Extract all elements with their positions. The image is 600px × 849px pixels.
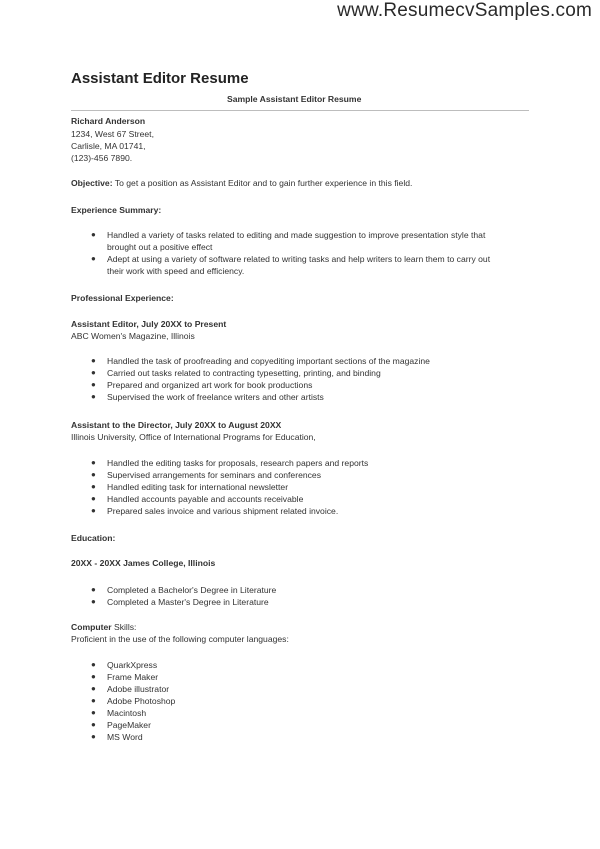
resume-subtitle: Sample Assistant Editor Resume	[227, 94, 362, 104]
bullet-icon: ●	[91, 585, 96, 594]
objective-label: Objective:	[71, 178, 113, 188]
contact-address-line-1: 1234, West 67 Street,	[71, 129, 154, 139]
resume-title: Assistant Editor Resume	[71, 70, 249, 87]
bullet-icon: ●	[91, 732, 96, 741]
job-2-title: Assistant to the Director, July 20XX to August 20XX	[71, 420, 282, 430]
bullet-icon: ●	[91, 506, 96, 515]
skill-item: MS Word	[107, 732, 143, 742]
education-bullet: Completed a Bachelor's Degree in Literature	[107, 585, 277, 595]
objective	[71, 177, 412, 189]
computer-skills-heading-rest: Skills:	[113, 622, 137, 632]
bullet-icon: ●	[91, 482, 96, 491]
bullet-icon: ●	[91, 696, 96, 705]
bullet-icon: ●	[91, 672, 96, 681]
skill-item: Adobe Photoshop	[107, 696, 176, 706]
job-1-org: ABC Women's Magazine, Illinois	[71, 331, 195, 341]
summary-bullet-2-line-2: their work with speed and efficiency.	[107, 266, 245, 276]
skill-item: QuarkXpress	[107, 660, 158, 670]
summary-bullet-2-line-1: Adept at using a variety of software related to writing tasks and help writers to learn them to carry out	[107, 254, 491, 264]
contact-phone: (123)-456 7890.	[71, 153, 133, 163]
bullet-icon: ●	[91, 597, 96, 606]
bullet-icon: ●	[91, 230, 96, 239]
bullet-icon: ●	[91, 392, 96, 401]
computer-skills-intro: Proficient in the use of the following computer languages:	[71, 634, 289, 644]
bullet-icon: ●	[91, 380, 96, 389]
job-2-bullet: Handled editing task for international newsletter	[107, 482, 289, 492]
bullet-icon: ●	[91, 368, 96, 377]
bullet-icon: ●	[91, 254, 96, 263]
bullet-icon: ●	[91, 356, 96, 365]
job-2-org: Illinois University, Office of International Programs for Education,	[71, 432, 316, 442]
computer-skills-heading	[71, 621, 136, 633]
skill-item: Adobe illustrator	[107, 684, 170, 694]
bullet-icon: ●	[91, 660, 96, 669]
bullet-icon: ●	[91, 494, 96, 503]
objective-text: To get a position as Assistant Editor and to gain further experience in this field.	[112, 178, 413, 188]
bullet-icon: ●	[91, 684, 96, 693]
job-1-title: Assistant Editor, July 20XX to Present	[71, 319, 227, 329]
job-1-bullet: Prepared and organized art work for book productions	[107, 380, 313, 390]
education-heading: Education:	[71, 533, 116, 543]
job-1-bullet: Supervised the work of freelance writers and other artists	[107, 392, 324, 402]
job-2-bullet: Supervised arrangements for seminars and conferences	[107, 470, 322, 480]
contact-address-line-2: Carlisle, MA 01741,	[71, 141, 146, 151]
skill-item: PageMaker	[107, 720, 151, 730]
job-1-bullet: Handled the task of proofreading and copyediting important sections of the magazine	[107, 356, 430, 366]
skill-item: Frame Maker	[107, 672, 159, 682]
job-2-bullet: Handled accounts payable and accounts receivable	[107, 494, 304, 504]
professional-experience-heading: Professional Experience:	[71, 293, 174, 303]
skill-item: Macintosh	[107, 708, 147, 718]
experience-summary-heading: Experience Summary:	[71, 205, 162, 215]
job-2-bullet: Prepared sales invoice and various shipment related invoice.	[107, 506, 339, 516]
job-2-bullet: Handled the editing tasks for proposals, research papers and reports	[107, 458, 369, 468]
job-1-bullet: Carried out tasks related to contracting typesetting, printing, and binding	[107, 368, 381, 378]
bullet-icon: ●	[91, 720, 96, 729]
contact-name: Richard Anderson	[71, 116, 146, 126]
summary-bullet-1-line-2: brought out a positive effect	[107, 242, 213, 252]
computer-skills-heading-bold: Computer	[71, 622, 114, 632]
education-bullet: Completed a Master's Degree in Literature	[107, 597, 269, 607]
education-entry: 20XX - 20XX James College, Illinois	[71, 558, 216, 568]
bullet-icon: ●	[91, 470, 96, 479]
bullet-icon: ●	[91, 708, 96, 717]
header-divider	[71, 110, 529, 111]
summary-bullet-1-line-1: Handled a variety of tasks related to editing and made suggestion to improve presentation style that	[107, 230, 486, 240]
bullet-icon: ●	[91, 458, 96, 467]
site-url: www.ResumecvSamples.com	[337, 0, 592, 21]
